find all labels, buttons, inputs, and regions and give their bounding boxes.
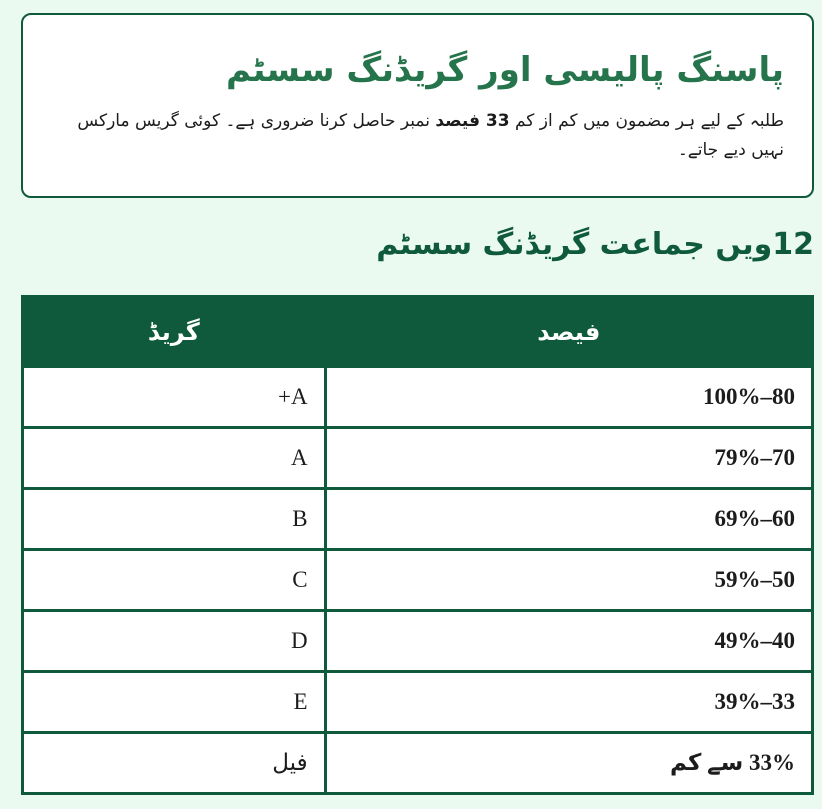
cell-percent: 60–69% bbox=[325, 489, 812, 550]
section-heading: 12ویں جماعت گریڈنگ سسٹم bbox=[376, 227, 814, 262]
grading-table-head bbox=[23, 297, 813, 367]
table-row bbox=[23, 550, 813, 611]
table-row bbox=[23, 672, 813, 733]
cell-percent: 40–49% bbox=[325, 611, 812, 672]
header-cell-grade: گریڈ bbox=[23, 297, 326, 367]
intro-subtitle-part2: نمبر حاصل کرنا ضروری ہے۔ کوئی گریس مارکس نہیں دیے جاتے۔ bbox=[77, 110, 784, 160]
table-row bbox=[23, 489, 813, 550]
cell-percent: 80–100% bbox=[325, 367, 812, 428]
intro-card bbox=[21, 13, 814, 198]
cell-grade: E bbox=[23, 672, 326, 733]
grading-table bbox=[21, 295, 814, 795]
intro-subtitle-part1: طلبہ کے لیے ہر مضمون میں کم از کم bbox=[509, 110, 784, 131]
grading-table-body bbox=[23, 367, 813, 794]
intro-subtitle bbox=[51, 107, 784, 165]
cell-percent: 70–79% bbox=[325, 428, 812, 489]
content-column bbox=[21, 13, 814, 795]
table-row bbox=[23, 367, 813, 428]
cell-grade: A bbox=[23, 428, 326, 489]
cell-percent: 33% سے کم bbox=[325, 733, 812, 794]
cell-grade: A+ bbox=[23, 367, 326, 428]
intro-subtitle-bold: 33 فیصد bbox=[435, 110, 510, 131]
page-title: پاسنگ پالیسی اور گریڈنگ سسٹم bbox=[225, 50, 784, 91]
cell-grade: B bbox=[23, 489, 326, 550]
cell-percent: 33–39% bbox=[325, 672, 812, 733]
cell-grade: C bbox=[23, 550, 326, 611]
cell-grade: D bbox=[23, 611, 326, 672]
table-row bbox=[23, 733, 813, 794]
table-header-row bbox=[23, 297, 813, 367]
header-cell-percent: فیصد bbox=[325, 297, 812, 367]
cell-percent: 50–59% bbox=[325, 550, 812, 611]
table-row bbox=[23, 611, 813, 672]
cell-grade: فیل bbox=[23, 733, 326, 794]
table-row bbox=[23, 428, 813, 489]
